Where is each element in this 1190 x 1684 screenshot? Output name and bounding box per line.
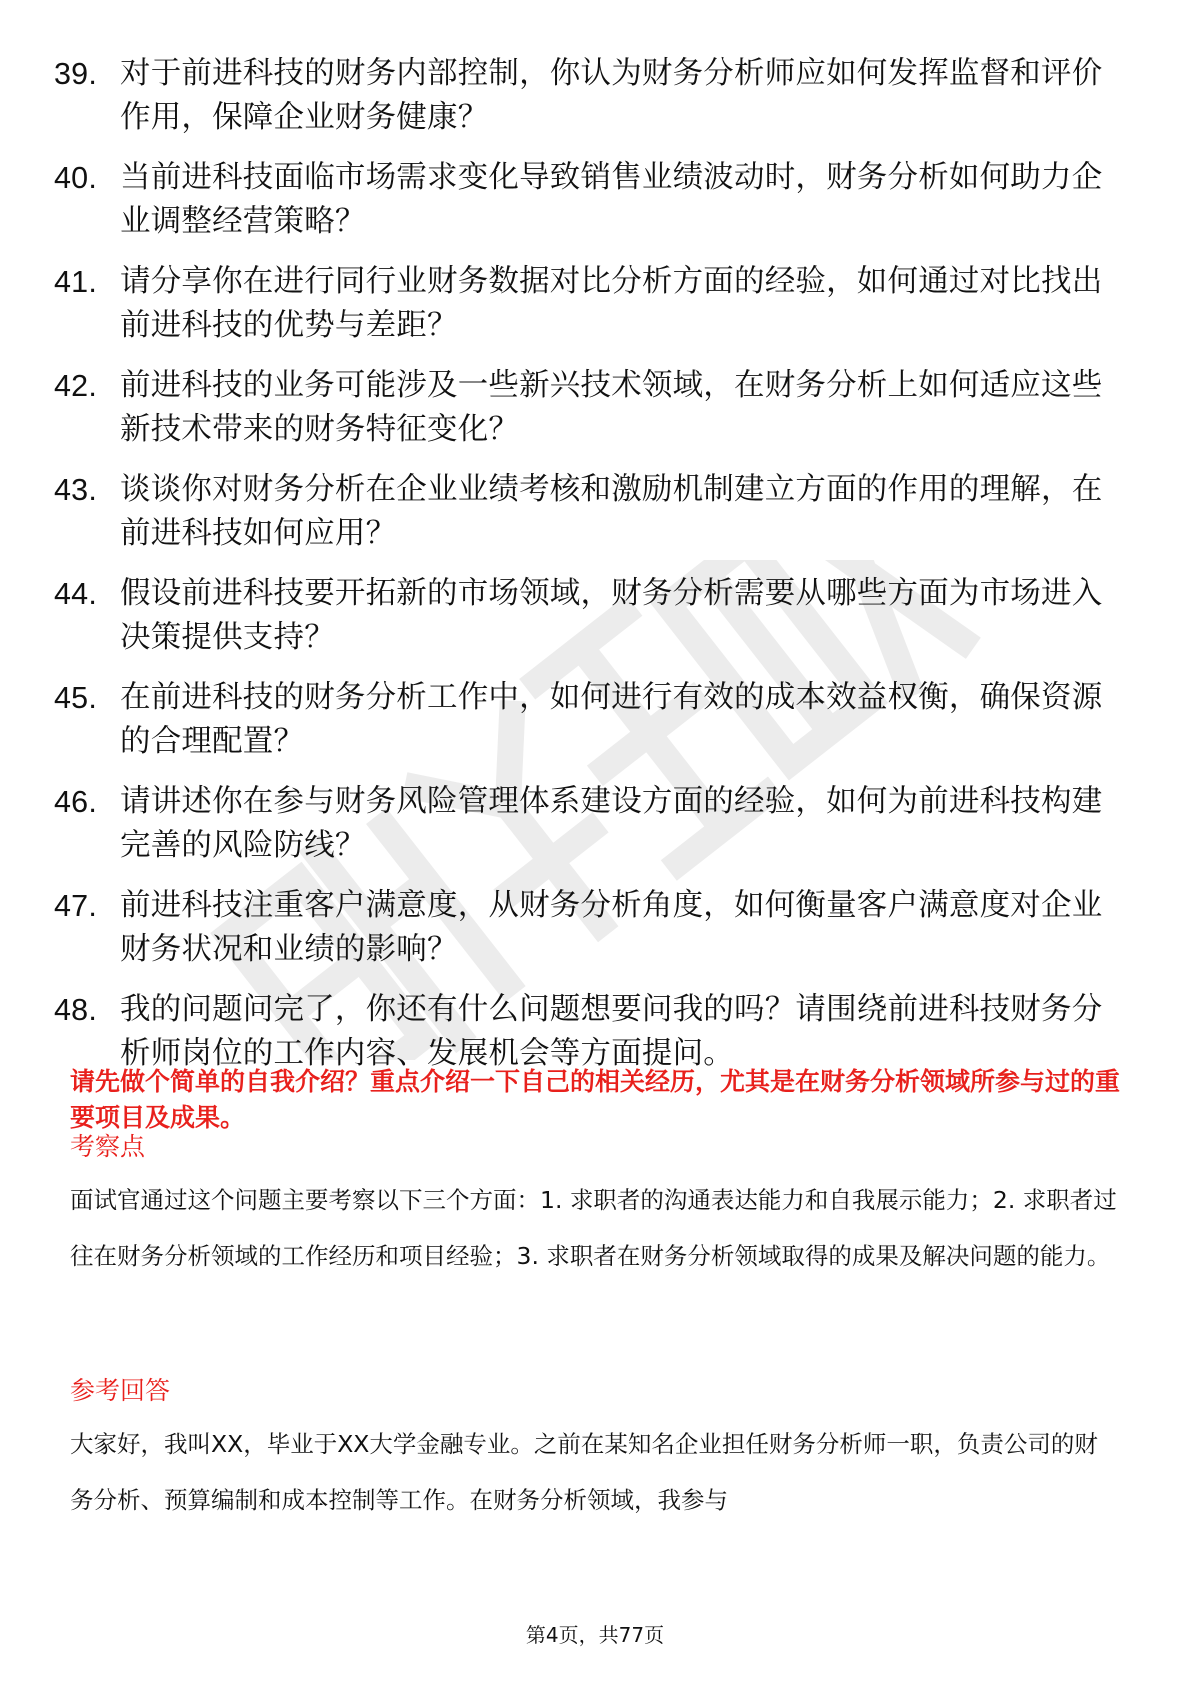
question-item: [54, 676, 1114, 780]
question-item: [54, 780, 1114, 884]
question-item: [54, 468, 1114, 572]
question-number: 46.: [54, 785, 97, 819]
question-number: 44.: [54, 577, 97, 611]
question-text: 前进科技注重客户满意度，从财务分析角度，如何衡量客户满意度对企业财务状况和业绩的影响？: [120, 888, 1103, 967]
question-text: 在前进科技的财务分析工作中，如何进行有效的成本效益权衡，确保资源的合理配置？: [120, 680, 1103, 759]
question-item: [54, 260, 1114, 364]
question-text: 我的问题问完了，你还有什么问题想要问我的吗？请围绕前进科技财务分析师岗位的工作内容、发展机会等方面提问。: [120, 992, 1103, 1071]
question-number: 48.: [54, 993, 97, 1027]
question-text: 谈谈你对财务分析在企业业绩考核和激励机制建立方面的作用的理解，在前进科技如何应用？: [120, 472, 1103, 551]
question-text: 假设前进科技要开拓新的市场领域，财务分析需要从哪些方面为市场进入决策提供支持？: [120, 576, 1103, 655]
question-number: 42.: [54, 369, 97, 403]
question-text: 对于前进科技的财务内部控制，你认为财务分析师应如何发挥监督和评价作用，保障企业财务健康？: [120, 56, 1103, 135]
question-text: 请讲述你在参与财务风险管理体系建设方面的经验，如何为前进科技构建完善的风险防线？: [120, 784, 1103, 863]
focus-heading: 考察点: [70, 1132, 146, 1161]
question-text: 请分享你在进行同行业财务数据对比分析方面的经验，如何通过对比找出前进科技的优势与差距？: [120, 264, 1103, 343]
question-number: 39.: [54, 57, 97, 91]
question-item: [54, 364, 1114, 468]
highlight-question: 请先做个简单的自我介绍？重点介绍一下自己的相关经历，尤其是在财务分析领域所参与过的重要项目及成果。: [70, 1067, 1121, 1132]
page-footer: 第4页，共77页: [525, 1623, 665, 1647]
question-number: 40.: [54, 161, 97, 195]
answer-paragraph: 大家好，我叫XX，毕业于XX大学金融专业。之前在某知名企业担任财务分析师一职，负责公司的财务分析、预算编制和成本控制等工作。在财务分析领域，我参与: [70, 1430, 1098, 1514]
question-number: 47.: [54, 889, 97, 923]
question-item: [54, 52, 1114, 156]
focus-paragraph: 面试官通过这个问题主要考察以下三个方面：1. 求职者的沟通表达能力和自我展示能力；2. 求职者过往在财务分析领域的工作经历和项目经验；3. 求职者在财务分析领域取得的成果及解决问题的能力。: [70, 1186, 1117, 1270]
question-number: 41.: [54, 265, 97, 299]
question-item: [54, 572, 1114, 676]
question-item: [54, 156, 1114, 260]
question-number: 43.: [54, 473, 97, 507]
question-number: 45.: [54, 681, 97, 715]
question-list: [54, 52, 1114, 1092]
question-text: 前进科技的业务可能涉及一些新兴技术领域，在财务分析上如何适应这些新技术带来的财务特征变化？: [120, 368, 1103, 447]
question-text: 当前进科技面临市场需求变化导致销售业绩波动时，财务分析如何助力企业调整经营策略？: [120, 160, 1103, 239]
answer-heading: 参考回答: [70, 1376, 171, 1405]
question-item: [54, 884, 1114, 988]
